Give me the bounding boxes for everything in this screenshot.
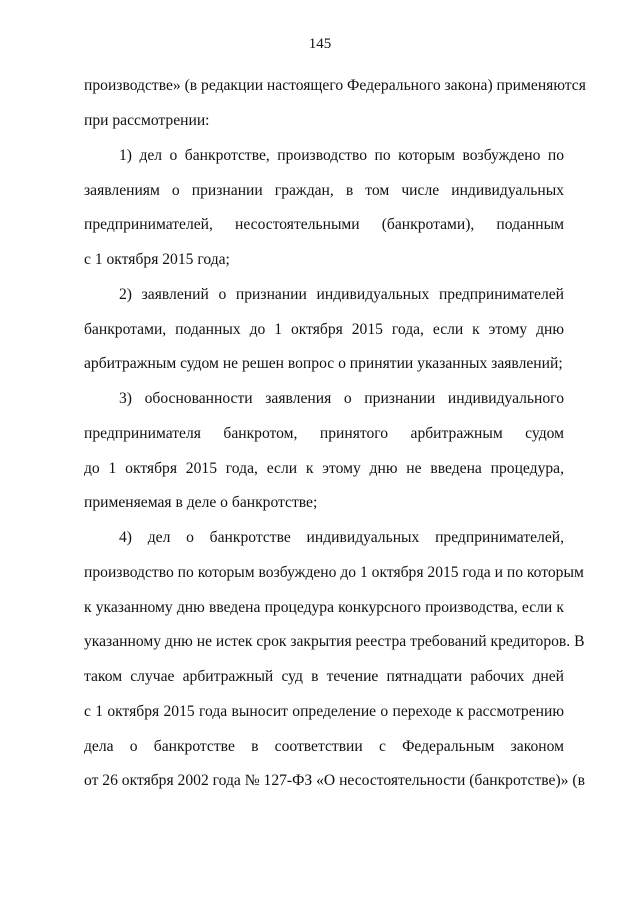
text-line: при рассмотрении: <box>84 112 210 129</box>
text-line: производстве» (в редакции настоящего Федерального закона) применяются <box>84 77 586 94</box>
list-item-4-line: 4) дел о банкротстве индивидуальных предпринимателей, <box>119 529 564 546</box>
text-line: к указанному дню введена процедура конкурсного производства, если к <box>84 599 564 616</box>
text-line: таком случае арбитражный суд в течение пятнадцати рабочих дней <box>84 668 564 685</box>
text-line: банкротами, поданных до 1 октября 2015 года, если к этому дню <box>84 321 564 338</box>
text-line: предпринимателя банкротом, принятого арбитражным судом <box>84 425 564 442</box>
page-number: 145 <box>308 36 332 52</box>
list-item-3-line: 3) обоснованности заявления о признании индивидуального <box>119 390 564 407</box>
list-item-1-line: 1) дел о банкротстве, производство по которым возбуждено по <box>119 147 564 164</box>
text-line: от 26 октября 2002 года № 127-ФЗ «О несостоятельности (банкротстве)» (в <box>84 772 585 789</box>
text-line: указанному дню не истек срок закрытия реестра требований кредиторов. В <box>84 633 585 650</box>
text-line: заявлениям о признании граждан, в том числе индивидуальных <box>84 182 564 199</box>
text-line: с 1 октября 2015 года выносит определение о переходе к рассмотрению <box>84 703 564 720</box>
text-line: до 1 октября 2015 года, если к этому дню не введена процедура, <box>84 460 564 477</box>
text-line: с 1 октября 2015 года; <box>84 251 230 268</box>
text-line: производство по которым возбуждено до 1 октября 2015 года и по которым <box>84 564 584 581</box>
text-line: применяемая в деле о банкротстве; <box>84 494 318 511</box>
text-line: арбитражным судом не решен вопрос о принятии указанных заявлений; <box>84 355 563 372</box>
text-line: предпринимателей, несостоятельными (банкротами), поданным <box>84 216 564 233</box>
text-line: дела о банкротстве в соответствии с Федеральным законом <box>84 738 564 755</box>
list-item-2-line: 2) заявлений о признании индивидуальных предпринимателей <box>119 286 564 303</box>
